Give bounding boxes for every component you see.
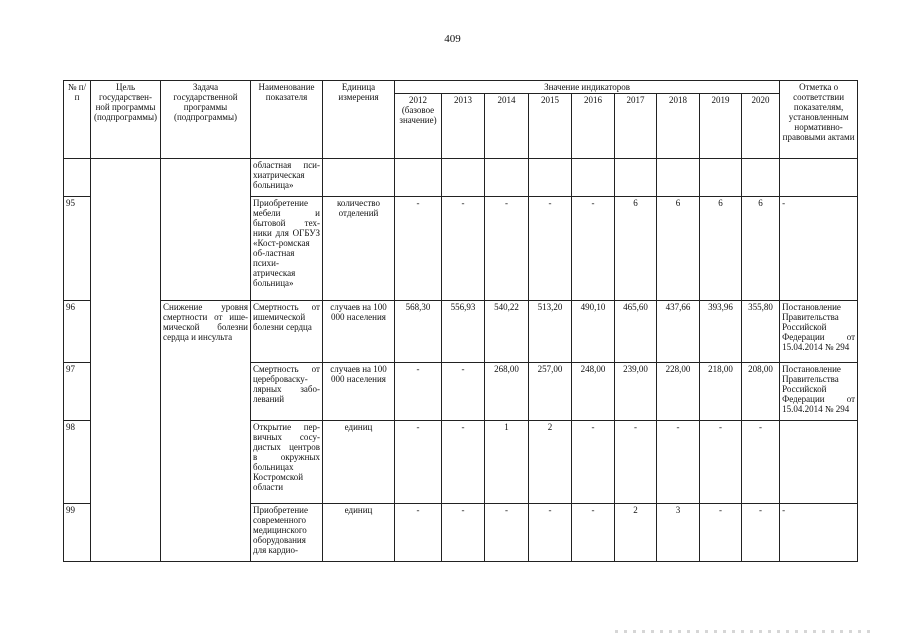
header-year: 2019 [700, 94, 742, 159]
value-cell [442, 159, 485, 197]
value-cell [657, 159, 700, 197]
indicator-cell: Приобретение мебели и бытовой тех-ники для ОГБУЗ «Кост-ромская об-ластная психи-атрическая больница» [251, 197, 323, 301]
value-cell: - [442, 363, 485, 421]
unit-cell: количество отделений [323, 197, 395, 301]
indicator-cell: областная пси-хиатрическая больница» [251, 159, 323, 197]
value-cell: 6 [742, 197, 780, 301]
value-cell: - [700, 421, 742, 504]
value-cell: 2 [615, 504, 657, 562]
value-cell: - [742, 421, 780, 504]
unit-cell: случаев на 100 000 населения [323, 363, 395, 421]
note-cell: - [780, 504, 858, 562]
value-cell: - [485, 504, 529, 562]
indicators-table [63, 80, 858, 562]
task-cell: Снижение уровня смертности от ише-мической болезни сердца и инсульта [161, 301, 251, 562]
note-cell [780, 421, 858, 504]
indicator-cell: Приобретение современного медицинского оборудования для кардио- [251, 504, 323, 562]
value-cell [485, 159, 529, 197]
indicator-cell: Смертность от цереброваску-лярных забо-леваний [251, 363, 323, 421]
value-cell: - [395, 421, 442, 504]
value-cell [742, 159, 780, 197]
indicator-cell: Смертность от ишемической болезни сердца [251, 301, 323, 363]
value-cell: 437,66 [657, 301, 700, 363]
value-cell: - [572, 504, 615, 562]
value-cell [700, 159, 742, 197]
unit-cell [323, 159, 395, 197]
value-cell: 490,10 [572, 301, 615, 363]
row-num: 99 [64, 504, 91, 562]
header-values-group: Значение индикаторов [395, 81, 780, 94]
value-cell: - [442, 504, 485, 562]
value-cell: 393,96 [700, 301, 742, 363]
value-cell: - [485, 197, 529, 301]
note-cell: Постановление Правительства Российской Федерации от 15.04.2014 № 294 [780, 363, 858, 421]
header-year: 2020 [742, 94, 780, 159]
value-cell: - [442, 421, 485, 504]
value-cell: - [572, 421, 615, 504]
value-cell: - [395, 363, 442, 421]
value-cell: - [529, 504, 572, 562]
value-cell: 6 [615, 197, 657, 301]
value-cell: - [657, 421, 700, 504]
value-cell: - [700, 504, 742, 562]
value-cell: 208,00 [742, 363, 780, 421]
header-year: 2014 [485, 94, 529, 159]
value-cell [395, 159, 442, 197]
value-cell: 248,00 [572, 363, 615, 421]
value-cell: 465,60 [615, 301, 657, 363]
value-cell: - [742, 504, 780, 562]
value-cell: 568,30 [395, 301, 442, 363]
value-cell: 1 [485, 421, 529, 504]
row-num: 98 [64, 421, 91, 504]
value-cell: 268,00 [485, 363, 529, 421]
row-num: 97 [64, 363, 91, 421]
page-number: 409 [444, 33, 461, 45]
value-cell: 218,00 [700, 363, 742, 421]
value-cell: - [529, 197, 572, 301]
row-num: 95 [64, 197, 91, 301]
value-cell: 3 [657, 504, 700, 562]
header-note: Отметка о соответствии показателям, установленным нормативно-правовыми актами [780, 81, 858, 159]
value-cell: 355,80 [742, 301, 780, 363]
value-cell: 513,20 [529, 301, 572, 363]
header-num: № п/п [64, 81, 91, 159]
indicator-cell: Открытие пер-вичных сосу-дистых центров в окружных больницах Костромской области [251, 421, 323, 504]
goal-cell [91, 159, 161, 562]
value-cell: 228,00 [657, 363, 700, 421]
scan-noise [615, 630, 875, 633]
header-year: 2013 [442, 94, 485, 159]
table-row [64, 159, 858, 197]
task-cell [161, 159, 251, 301]
value-cell: 540,22 [485, 301, 529, 363]
value-cell: 2 [529, 421, 572, 504]
header-unit: Единица измерения [323, 81, 395, 159]
header-year: 2016 [572, 94, 615, 159]
note-cell [780, 159, 858, 197]
table-row [64, 301, 858, 363]
header-year: 2015 [529, 94, 572, 159]
value-cell: 6 [700, 197, 742, 301]
row-num: 96 [64, 301, 91, 363]
value-cell: 6 [657, 197, 700, 301]
value-cell: - [615, 421, 657, 504]
unit-cell: случаев на 100 000 населения [323, 301, 395, 363]
row-num [64, 159, 91, 197]
value-cell: - [442, 197, 485, 301]
value-cell: - [395, 197, 442, 301]
value-cell: 239,00 [615, 363, 657, 421]
note-cell: - [780, 197, 858, 301]
note-cell: Постановление Правительства Российской Федерации от 15.04.2014 № 294 [780, 301, 858, 363]
value-cell: 556,93 [442, 301, 485, 363]
unit-cell: единиц [323, 504, 395, 562]
value-cell: 257,00 [529, 363, 572, 421]
header-goal: Цель государствен-ной программы (подпрограммы) [91, 81, 161, 159]
header-indicator: Наименование показателя [251, 81, 323, 159]
value-cell [615, 159, 657, 197]
unit-cell: единиц [323, 421, 395, 504]
header-year: 2018 [657, 94, 700, 159]
header-year: 2012 (базовое значение) [395, 94, 442, 159]
header-year: 2017 [615, 94, 657, 159]
value-cell: - [395, 504, 442, 562]
value-cell [572, 159, 615, 197]
value-cell [529, 159, 572, 197]
header-task: Задача государственной программы (подпрограммы) [161, 81, 251, 159]
value-cell: - [572, 197, 615, 301]
